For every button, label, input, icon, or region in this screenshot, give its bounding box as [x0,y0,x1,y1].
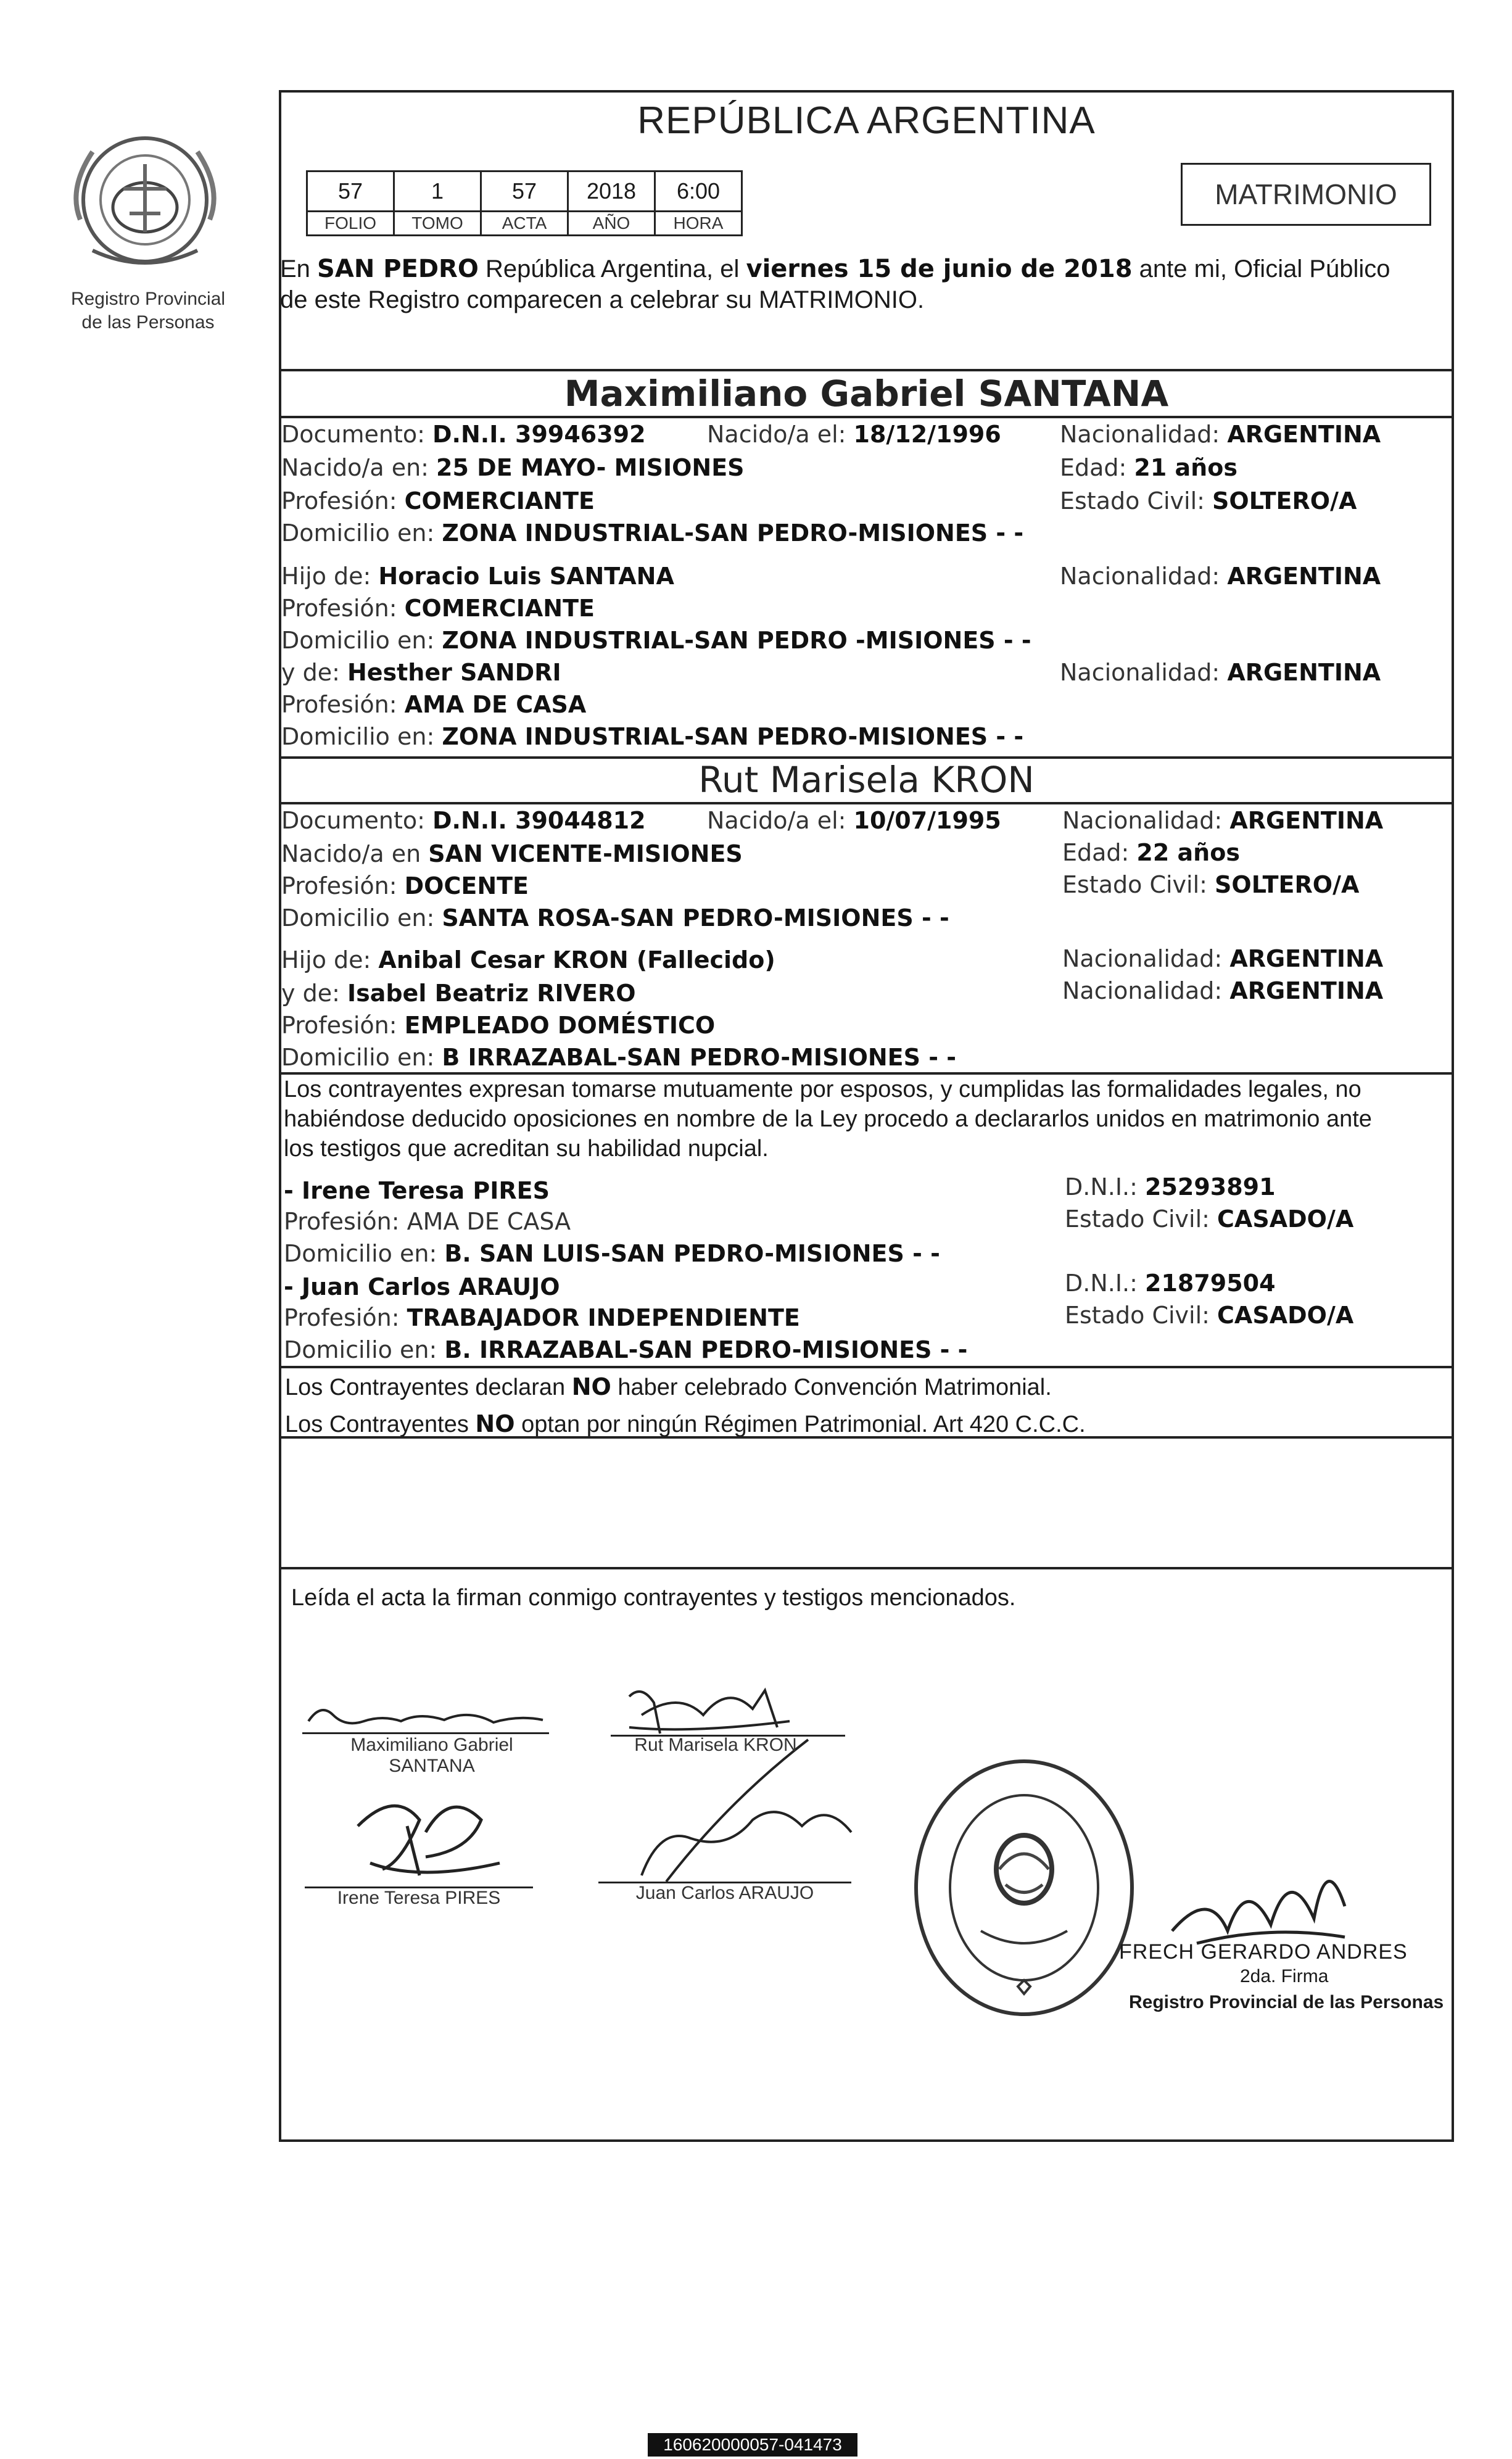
label: Domicilio en: [281,519,442,547]
label: Nacionalidad: [1062,807,1230,834]
record-table [306,170,743,236]
value: B. SAN LUIS-SAN PEDRO-MISIONES - - [444,1240,940,1267]
tomo-label: TOMO [394,212,481,236]
label: Hijo de: [281,563,379,590]
groom-name: Maximiliano Gabriel SANTANA [564,373,1169,415]
groom-mother [281,656,561,689]
text: NO [571,1373,611,1400]
value: AMA DE CASA [404,691,587,718]
witness2-profession [284,1302,800,1334]
value: COMERCIANTE [404,595,595,622]
intro-text: República Argentina, el [478,255,746,283]
declaration-line3: los testigos que acreditan su habilidad nupcial. [284,1136,769,1162]
value: 21 años [1134,454,1237,481]
groom-address [281,517,1023,550]
bride-age [1062,837,1240,869]
value: DOCENTE [404,872,529,899]
value: TRABAJADOR INDEPENDIENTE [407,1304,800,1331]
bride-mother-nationality [1062,975,1383,1007]
value: B IRRAZABAL-SAN PEDRO-MISIONES - - [442,1044,957,1071]
bride-dni: D.N.I. 39044812 [432,807,646,834]
label: Nacido/a en [281,840,429,867]
value: AMA DE CASA [407,1208,571,1235]
witness1-name [284,1175,550,1207]
divider [279,1567,1454,1569]
official-name: FRECH GERARDO ANDRES [1119,1940,1408,1964]
groom-dni: D.N.I. 39946392 [432,421,646,448]
divider [279,369,1454,371]
acta-value: 57 [481,172,568,212]
bride-birthplace [281,838,743,870]
divider [279,1366,1454,1368]
label: Edad: [1060,454,1134,481]
hour-label: HORA [655,212,742,236]
label: D.N.I.: [1065,1270,1146,1297]
bride-mother-profession [281,1009,715,1042]
text: NO [475,1410,515,1437]
value: CASADO/A [1217,1205,1354,1233]
label: Estado Civil: [1065,1205,1218,1233]
value: SAN VICENTE-MISIONES [428,840,743,867]
witness2-address [284,1334,967,1366]
witness1-dni [1065,1171,1276,1204]
label: Profesión: [281,1012,405,1039]
label: Nacionalidad: [1062,945,1230,972]
value: B. IRRAZABAL-SAN PEDRO-MISIONES - - [444,1336,968,1363]
closing-statement: Leída el acta la firman conmigo contrayentes y testigos mencionados. [291,1585,1016,1611]
witness1-profession [284,1205,571,1238]
value: 10/07/1995 [853,807,1001,834]
official-organization: Registro Provincial de las Personas [1129,1992,1444,2012]
signature-line [302,1732,549,1734]
bride-father-nationality [1062,943,1383,975]
label: Profesión: [281,872,405,899]
label: Profesión: [281,487,405,515]
label: Nacido/a el: [707,807,854,834]
value: SOLTERO/A [1215,871,1360,898]
text: Los Contrayentes declaran [285,1374,572,1400]
groom-birthdate [707,418,1001,451]
value: ARGENTINA [1229,945,1384,972]
value: 25 DE MAYO- MISIONES [436,454,745,481]
bride-nationality [1062,804,1383,837]
declaration-line2: habiéndose deducido oposiciones en nombre de la Ley procedo a declararlos unidos en matrimonio ante [284,1106,1372,1132]
intro-text: En [280,255,318,283]
witness2-signature-caption: Juan Carlos ARAUJO [635,1883,814,1903]
label: Domicilio en: [281,1044,442,1071]
label: y de: [281,659,347,686]
label: Hijo de: [281,946,379,973]
registry-caption-line2: de las Personas [81,312,215,333]
label: Estado Civil: [1065,1302,1218,1329]
label: Edad: [1062,839,1137,866]
label: Domicilio en: [284,1336,445,1363]
value: ARGENTINA [1227,421,1381,448]
label: Profesión: [284,1304,407,1331]
bride-signature-caption: Rut Marisela KRON [634,1735,797,1755]
value: - Juan Carlos ARAUJO [284,1273,560,1300]
value: SOLTERO/A [1212,487,1357,515]
groom-father-nationality [1060,560,1381,593]
groom-age [1060,452,1237,484]
intro-line2: de este Registro comparecen a celebrar su MATRIMONIO. [280,286,925,313]
value: CASADO/A [1217,1302,1354,1329]
label: Documento: [281,807,432,834]
label: Profesión: [284,1208,407,1235]
bride-address [281,902,949,935]
witness1-signature-caption: Irene Teresa PIRES [337,1888,501,1908]
intro-date: viernes 15 de junio de 2018 [746,255,1133,283]
value: ZONA INDUSTRIAL-SAN PEDRO-MISIONES - - [442,723,1024,750]
value: ARGENTINA [1229,977,1384,1004]
value: Isabel Beatriz RIVERO [347,980,636,1007]
label: Nacido/a en: [281,454,437,481]
value: ARGENTINA [1227,563,1381,590]
misiones-coat-of-arms-logo [56,127,234,281]
value: ARGENTINA [1229,807,1384,834]
groom-signature-caption [302,1735,561,1777]
value: 21879504 [1145,1270,1276,1297]
value: Anibal Cesar KRON (Fallecido) [378,946,775,973]
page-title: REPÚBLICA ARGENTINA [637,99,1096,142]
text: Maximiliano Gabriel [350,1735,513,1755]
bride-mother [281,977,636,1010]
groom-father-address [281,624,1031,657]
label: Estado Civil: [1060,487,1213,515]
value: SANTA ROSA-SAN PEDRO-MISIONES - - [442,904,949,932]
bride-civil-status [1062,869,1359,901]
year-label: AÑO [568,212,655,236]
folio-label: FOLIO [307,212,394,236]
witness2-name [284,1271,560,1304]
registry-caption [37,287,259,334]
label: D.N.I.: [1065,1173,1146,1201]
label: Nacionalidad: [1060,659,1228,686]
label: Nacionalidad: [1060,421,1228,448]
witness2-civil-status [1065,1299,1353,1332]
value: Horacio Luis SANTANA [378,563,674,590]
groom-civil-status [1060,485,1357,518]
groom-father [281,560,674,593]
text: optan por ningún Régimen Patrimonial. Art 420 C.C.C. [514,1411,1086,1437]
regime-line1 [285,1371,1052,1403]
groom-father-profession [281,592,595,625]
year-value: 2018 [568,172,655,212]
official-round-stamp [907,1752,1141,2023]
bride-document [281,804,646,837]
label: Domicilio en: [284,1240,445,1267]
text: Los Contrayentes [285,1411,476,1437]
label: Nacido/a el: [707,421,854,448]
acta-label: ACTA [481,212,568,236]
witness1-address [284,1238,940,1270]
folio-value: 57 [307,172,394,212]
hour-value: 6:00 [655,172,742,212]
witness2-dni [1065,1267,1276,1300]
bride-birthdate [707,804,1001,837]
divider [279,1436,1454,1439]
label: Domicilio en: [281,723,442,750]
tomo-value: 1 [394,172,481,212]
label: Estado Civil: [1062,871,1215,898]
value: Hesther SANDRI [347,659,561,686]
groom-birthplace [281,452,745,484]
label: Documento: [281,421,432,448]
intro-text: ante mi, Oficial Público [1132,255,1390,283]
intro-line1 [280,253,1390,285]
act-type-box: MATRIMONIO [1181,163,1431,226]
registry-caption-line1: Registro Provincial [70,289,226,309]
value: 25293891 [1145,1173,1276,1201]
value: - Irene Teresa PIRES [284,1177,550,1204]
groom-document [281,418,646,451]
text: SANTANA [389,1756,475,1776]
groom-mother-nationality [1060,656,1381,689]
groom-profession [281,485,595,518]
label: Nacionalidad: [1060,563,1228,590]
label: Domicilio en: [281,627,442,654]
text: haber celebrado Convención Matrimonial. [611,1374,1052,1400]
groom-mother-address [281,721,1023,753]
groom-mother-profession [281,688,586,721]
value: COMERCIANTE [404,487,595,515]
label: y de: [281,980,347,1007]
value: 18/12/1996 [853,421,1001,448]
label: Nacionalidad: [1062,977,1230,1004]
groom-nationality [1060,418,1381,451]
value: ZONA INDUSTRIAL-SAN PEDRO-MISIONES - - [442,519,1024,547]
bride-name: Rut Marisela KRON [698,759,1035,801]
bride-father [281,944,775,977]
official-role: 2da. Firma [1240,1966,1329,1986]
intro-place: SAN PEDRO [317,255,479,283]
value: ARGENTINA [1227,659,1381,686]
document-barcode-code: 160620000057-041473 [648,2433,857,2457]
value: 22 años [1136,839,1240,866]
bride-profession [281,870,529,903]
label: Domicilio en: [281,904,442,932]
value: ZONA INDUSTRIAL-SAN PEDRO -MISIONES - - [442,627,1031,654]
declaration-line1: Los contrayentes expresan tomarse mutuamente por esposos, y cumplidas las formalidades legales, no [284,1077,1361,1102]
label: Profesión: [281,691,405,718]
bride-mother-address [281,1041,956,1074]
label: Profesión: [281,595,405,622]
witness1-civil-status [1065,1203,1353,1236]
value: EMPLEADO DOMÉSTICO [404,1012,716,1039]
